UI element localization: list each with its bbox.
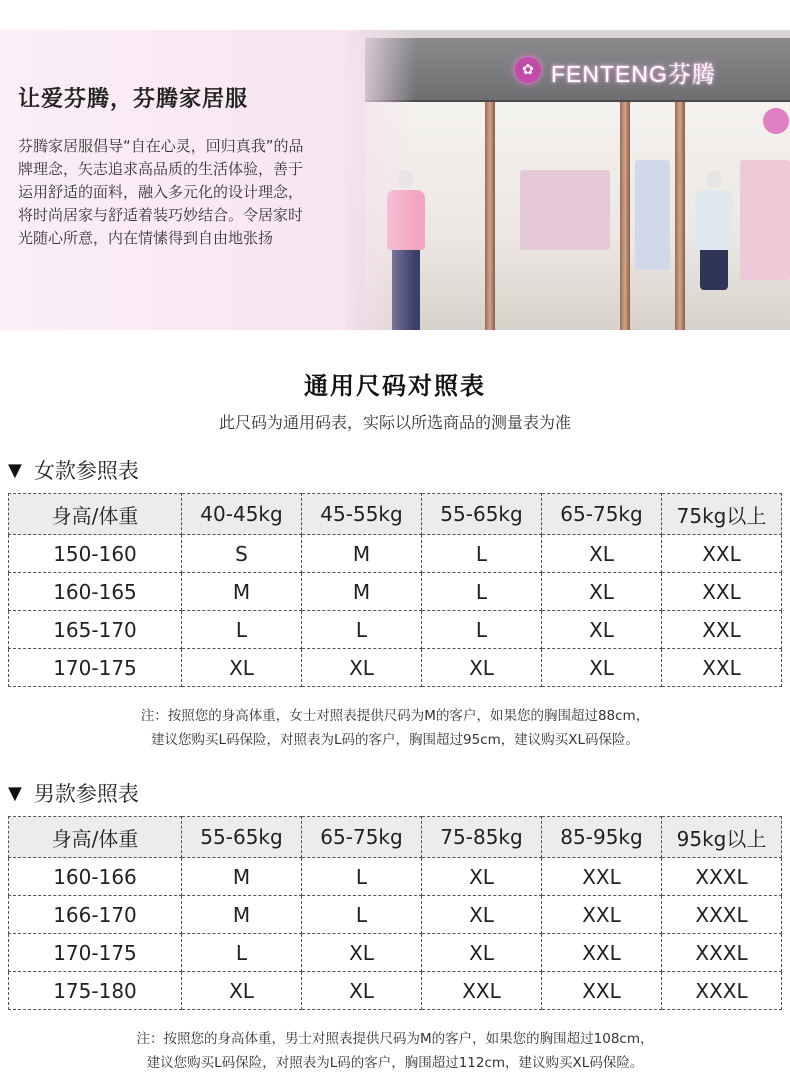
size-cell: XXL bbox=[662, 573, 782, 611]
size-cell: XL bbox=[182, 649, 302, 687]
table-row bbox=[9, 858, 782, 896]
header-cell: 75-85kg bbox=[422, 817, 542, 858]
header-cell: 95kg以上 bbox=[662, 817, 782, 858]
note-line: 注：按照您的身高体重，女士对照表提供尺码为M的客户，如果您的胸围超过88cm， bbox=[140, 708, 650, 724]
page-title: 通用尺码对照表 bbox=[304, 372, 486, 400]
size-cell: XXL bbox=[422, 972, 542, 1010]
note-line: 建议您购买L码保险，对照表为L码的客户，胸围超过112cm，建议购买XL码保险。 bbox=[146, 1055, 644, 1071]
banner-desc-line: 牌理念，矢志追求高品质的生活体验，善于 bbox=[18, 160, 304, 178]
store-signboard bbox=[365, 38, 790, 103]
size-cell: L bbox=[422, 535, 542, 573]
women-note bbox=[0, 704, 790, 752]
size-cell: XXL bbox=[542, 934, 662, 972]
banner-title: 让爱芬腾，芬腾家居服 bbox=[18, 87, 249, 112]
women-section-heading bbox=[8, 455, 139, 485]
header-cell: 身高/体重 bbox=[9, 817, 182, 858]
size-cell: XL bbox=[422, 649, 542, 687]
brand-logo-icon: ✿ bbox=[515, 57, 541, 83]
size-cell: XXXL bbox=[662, 858, 782, 896]
banner-desc-line: 芬腾家居服倡导“自在心灵，回归真我”的品 bbox=[18, 137, 304, 155]
size-cell: XXL bbox=[542, 896, 662, 934]
header-cell: 65-75kg bbox=[542, 494, 662, 535]
triangle-down-icon: ▼ bbox=[8, 782, 22, 804]
door-frame bbox=[675, 102, 685, 330]
size-cell: XXXL bbox=[662, 896, 782, 934]
height-cell: 150-160 bbox=[9, 535, 182, 573]
header-cell: 身高/体重 bbox=[9, 494, 182, 535]
brand-sign-text: FENTENG芬腾 bbox=[551, 61, 716, 87]
store-photo bbox=[345, 30, 790, 330]
page-subtitle: 此尺码为通用码表，实际以所选商品的测量表为准 bbox=[218, 413, 571, 432]
size-cell: M bbox=[182, 896, 302, 934]
size-cell: M bbox=[302, 535, 422, 573]
table-row bbox=[9, 535, 782, 573]
banner-text bbox=[18, 82, 363, 250]
height-cell: 165-170 bbox=[9, 611, 182, 649]
banner-fade bbox=[345, 30, 415, 330]
size-cell: XL bbox=[542, 535, 662, 573]
banner-desc-line: 光随心所意，内在情愫得到自由地张扬 bbox=[18, 229, 274, 247]
size-cell: XXL bbox=[662, 611, 782, 649]
header-cell: 65-75kg bbox=[302, 817, 422, 858]
height-cell: 170-175 bbox=[9, 649, 182, 687]
height-cell: 160-165 bbox=[9, 573, 182, 611]
size-cell: XL bbox=[542, 573, 662, 611]
header-cell: 55-65kg bbox=[182, 817, 302, 858]
size-cell: XXL bbox=[662, 649, 782, 687]
women-heading-text: 女款参照表 bbox=[33, 459, 139, 483]
height-cell: 160-166 bbox=[9, 858, 182, 896]
height-cell: 166-170 bbox=[9, 896, 182, 934]
size-cell: XXL bbox=[542, 972, 662, 1010]
size-cell: XL bbox=[542, 611, 662, 649]
table-header-row bbox=[9, 817, 782, 858]
table-row bbox=[9, 896, 782, 934]
size-cell: L bbox=[182, 611, 302, 649]
brand-banner bbox=[0, 30, 790, 330]
size-cell: M bbox=[302, 573, 422, 611]
women-size-table bbox=[8, 493, 782, 687]
size-cell: XL bbox=[542, 649, 662, 687]
men-size-table bbox=[8, 816, 782, 1010]
clothing-rack bbox=[635, 160, 670, 270]
men-note bbox=[0, 1027, 790, 1075]
size-cell: XL bbox=[422, 934, 542, 972]
table-header-row bbox=[9, 494, 782, 535]
size-cell: XXXL bbox=[662, 934, 782, 972]
size-cell: L bbox=[302, 858, 422, 896]
size-cell: S bbox=[182, 535, 302, 573]
header-cell: 75kg以上 bbox=[662, 494, 782, 535]
men-heading-text: 男款参照表 bbox=[33, 782, 139, 806]
table-row bbox=[9, 649, 782, 687]
banner-description bbox=[18, 135, 363, 250]
size-cell: XXXL bbox=[662, 972, 782, 1010]
size-cell: L bbox=[302, 611, 422, 649]
header-cell: 85-95kg bbox=[542, 817, 662, 858]
table-row bbox=[9, 972, 782, 1010]
size-cell: XL bbox=[302, 649, 422, 687]
size-cell: L bbox=[182, 934, 302, 972]
size-cell: XXL bbox=[662, 535, 782, 573]
mannequin bbox=[695, 170, 733, 290]
triangle-down-icon: ▼ bbox=[8, 459, 22, 481]
size-cell: M bbox=[182, 573, 302, 611]
size-cell: XL bbox=[182, 972, 302, 1010]
height-cell: 170-175 bbox=[9, 934, 182, 972]
men-section-heading bbox=[8, 778, 139, 808]
header-cell: 40-45kg bbox=[182, 494, 302, 535]
note-line: 注：按照您的身高体重，男士对照表提供尺码为M的客户，如果您的胸围超过108cm， bbox=[136, 1031, 654, 1047]
size-cell: XXL bbox=[542, 858, 662, 896]
size-cell: XL bbox=[302, 934, 422, 972]
size-cell: M bbox=[182, 858, 302, 896]
size-cell: L bbox=[422, 573, 542, 611]
height-cell: 175-180 bbox=[9, 972, 182, 1010]
size-cell: L bbox=[422, 611, 542, 649]
banner-desc-line: 运用舒适的面料，融入多元化的设计理念， bbox=[18, 183, 304, 201]
size-cell: XL bbox=[302, 972, 422, 1010]
table-row bbox=[9, 573, 782, 611]
header-cell: 55-65kg bbox=[422, 494, 542, 535]
size-cell: L bbox=[302, 896, 422, 934]
clothing-rack bbox=[740, 160, 790, 280]
table-row bbox=[9, 934, 782, 972]
size-cell: XL bbox=[422, 896, 542, 934]
clothing-rack bbox=[520, 170, 610, 250]
size-cell: XL bbox=[422, 858, 542, 896]
table-row bbox=[9, 611, 782, 649]
door-frame bbox=[620, 102, 630, 330]
note-line: 建议您购买L码保险，对照表为L码的客户，胸围超过95cm，建议购买XL码保险。 bbox=[150, 732, 640, 748]
header-cell: 45-55kg bbox=[302, 494, 422, 535]
brand-mark-icon bbox=[763, 108, 789, 134]
door-frame bbox=[485, 102, 495, 330]
banner-desc-line: 将时尚居家与舒适着装巧妙结合。令居家时 bbox=[18, 206, 304, 224]
